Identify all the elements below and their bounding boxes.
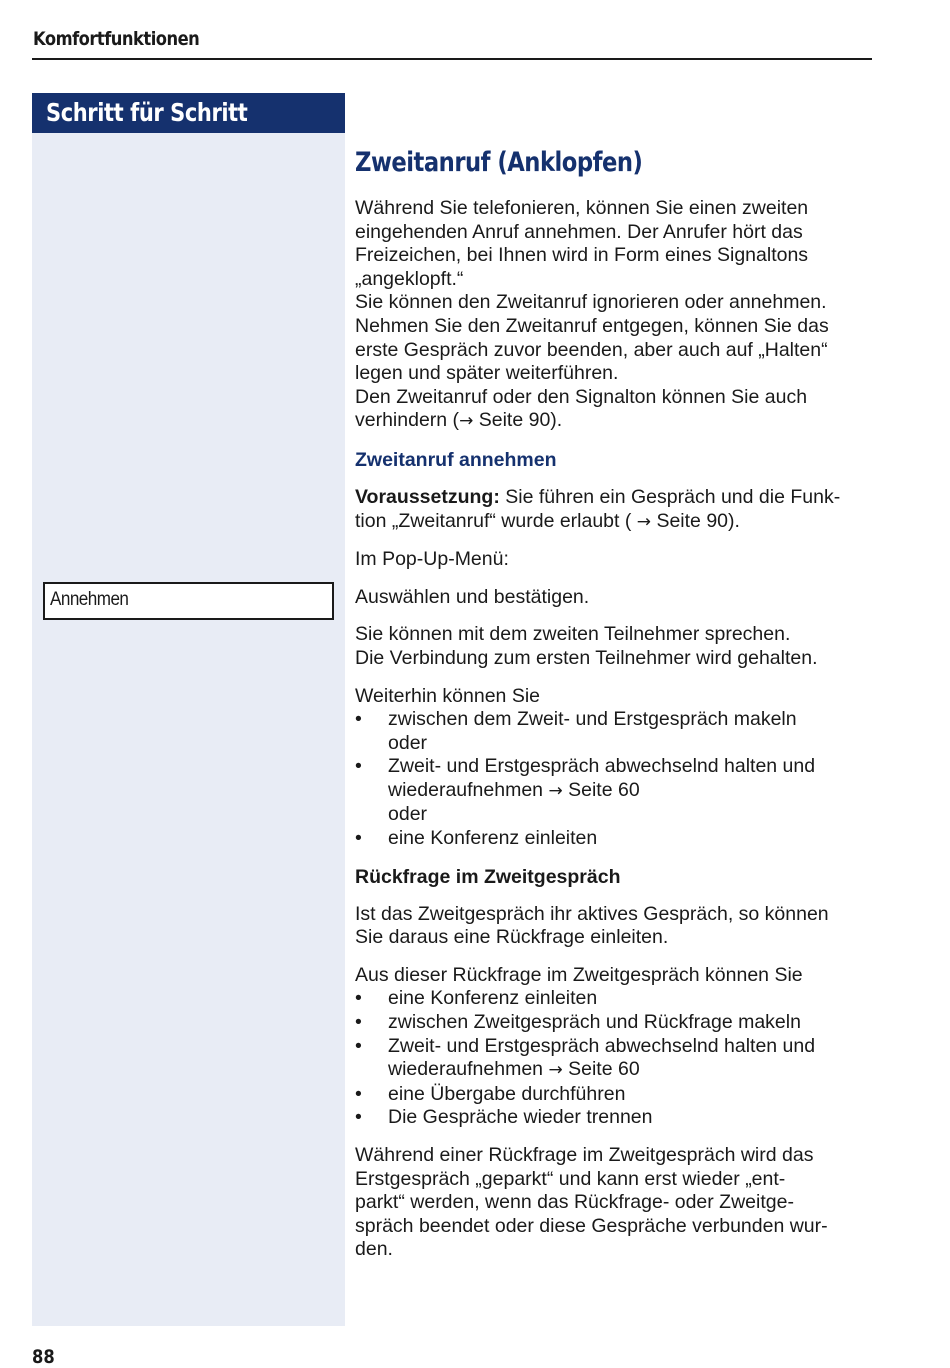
running-header: Komfortfunktionen bbox=[33, 28, 200, 50]
section-title: Zweitanruf (Anklopfen) bbox=[355, 147, 643, 178]
prerequisite-paragraph: Voraussetzung: Sie führen ein Gespräch und die Funk- tion „Zweitanruf“ wurde erlaubt ( → Seite 90). bbox=[355, 485, 841, 532]
arrow-right-icon: → bbox=[459, 411, 474, 432]
softkey-label: Annehmen bbox=[50, 589, 129, 610]
list-item: • eine Konferenz einleiten bbox=[355, 827, 875, 851]
page-reference[interactable]: Seite 60 bbox=[568, 1058, 640, 1081]
list-item: • eine Übergabe durchführen bbox=[355, 1083, 875, 1107]
list-item: • zwischen dem Zweit- und Erstgespräch makeln oder bbox=[355, 708, 875, 755]
closing-paragraph: Während einer Rückfrage im Zweitgespräch wird das Erstgespräch „geparkt“ und kann erst wieder „ent- parkt“ werden, wenn das Rückfrage- oder Zweitge- spräch beendet oder diese Gespräche verbunden wur- den. bbox=[355, 1144, 828, 1261]
prerequisite-label: Voraussetzung: bbox=[355, 485, 500, 508]
main-content bbox=[355, 145, 875, 1262]
header-rule bbox=[32, 58, 872, 60]
list-item: • eine Konferenz einleiten bbox=[355, 987, 875, 1011]
sidebar-title: Schritt für Schritt bbox=[46, 98, 248, 127]
further-options-list bbox=[355, 708, 875, 851]
consult-list-intro: Aus dieser Rückfrage im Zweitgespräch können Sie bbox=[355, 963, 803, 986]
consult-options bbox=[355, 964, 875, 1130]
page-reference[interactable]: Seite 90 bbox=[656, 509, 729, 532]
consult-paragraph: Ist das Zweitgespräch ihr aktives Gespräch, so können Sie daraus eine Rückfrage einleiten. bbox=[355, 902, 829, 949]
list-item: • Zweit- und Erstgespräch abwechselnd halten und wiederaufnehmen → Seite 60 oder bbox=[355, 755, 875, 827]
page-reference[interactable]: Seite 90 bbox=[478, 409, 551, 432]
list-item: • Die Gespräche wieder trennen bbox=[355, 1106, 875, 1130]
select-confirm-text: Auswählen und bestätigen. bbox=[355, 585, 590, 608]
list-item: • zwischen Zweitgespräch und Rückfrage makeln bbox=[355, 1011, 875, 1035]
result-paragraph: Sie können mit dem zweiten Teilnehmer sprechen. Die Verbindung zum ersten Teilnehmer wird gehalten. bbox=[355, 623, 818, 669]
arrow-right-icon: → bbox=[548, 780, 563, 801]
step-sidebar bbox=[32, 93, 345, 1326]
consult-options-list bbox=[355, 987, 875, 1130]
arrow-right-icon: → bbox=[636, 511, 652, 532]
page-number: 88 bbox=[32, 1346, 55, 1368]
intro-paragraph: Während Sie telefonieren, können Sie einen zweiten eingehenden Anruf annehmen. Der Anrufer hört das Freizeichen, bei Ihnen wird in Form eines Signaltons „angeklopft.“ Sie können den Zweitanruf ignorieren oder annehmen. Nehmen Sie den Zweitanruf entgegen, können Sie das erste Gespräch zuvor beenden, aber auch auf „Halten“ legen und später weiterführen. Den Zweitanruf oder den Signalton können Sie auch verhindern (→ Seite 90). bbox=[355, 197, 829, 432]
further-intro: Weiterhin können Sie bbox=[355, 684, 541, 707]
subsection-title-consult: Rückfrage im Zweitgespräch bbox=[355, 865, 621, 888]
further-options bbox=[355, 685, 875, 851]
arrow-right-icon: → bbox=[548, 1060, 563, 1081]
subsection-title-accept: Zweitanruf annehmen bbox=[355, 448, 557, 471]
annehmen-softkey[interactable] bbox=[43, 582, 334, 620]
sidebar-header bbox=[32, 93, 345, 133]
popup-menu-text: Im Pop-Up-Menü: bbox=[355, 548, 509, 571]
page-reference[interactable]: Seite 60 bbox=[568, 778, 640, 801]
list-item: • Zweit- und Erstgespräch abwechselnd halten und wiederaufnehmen → Seite 60 bbox=[355, 1035, 875, 1083]
